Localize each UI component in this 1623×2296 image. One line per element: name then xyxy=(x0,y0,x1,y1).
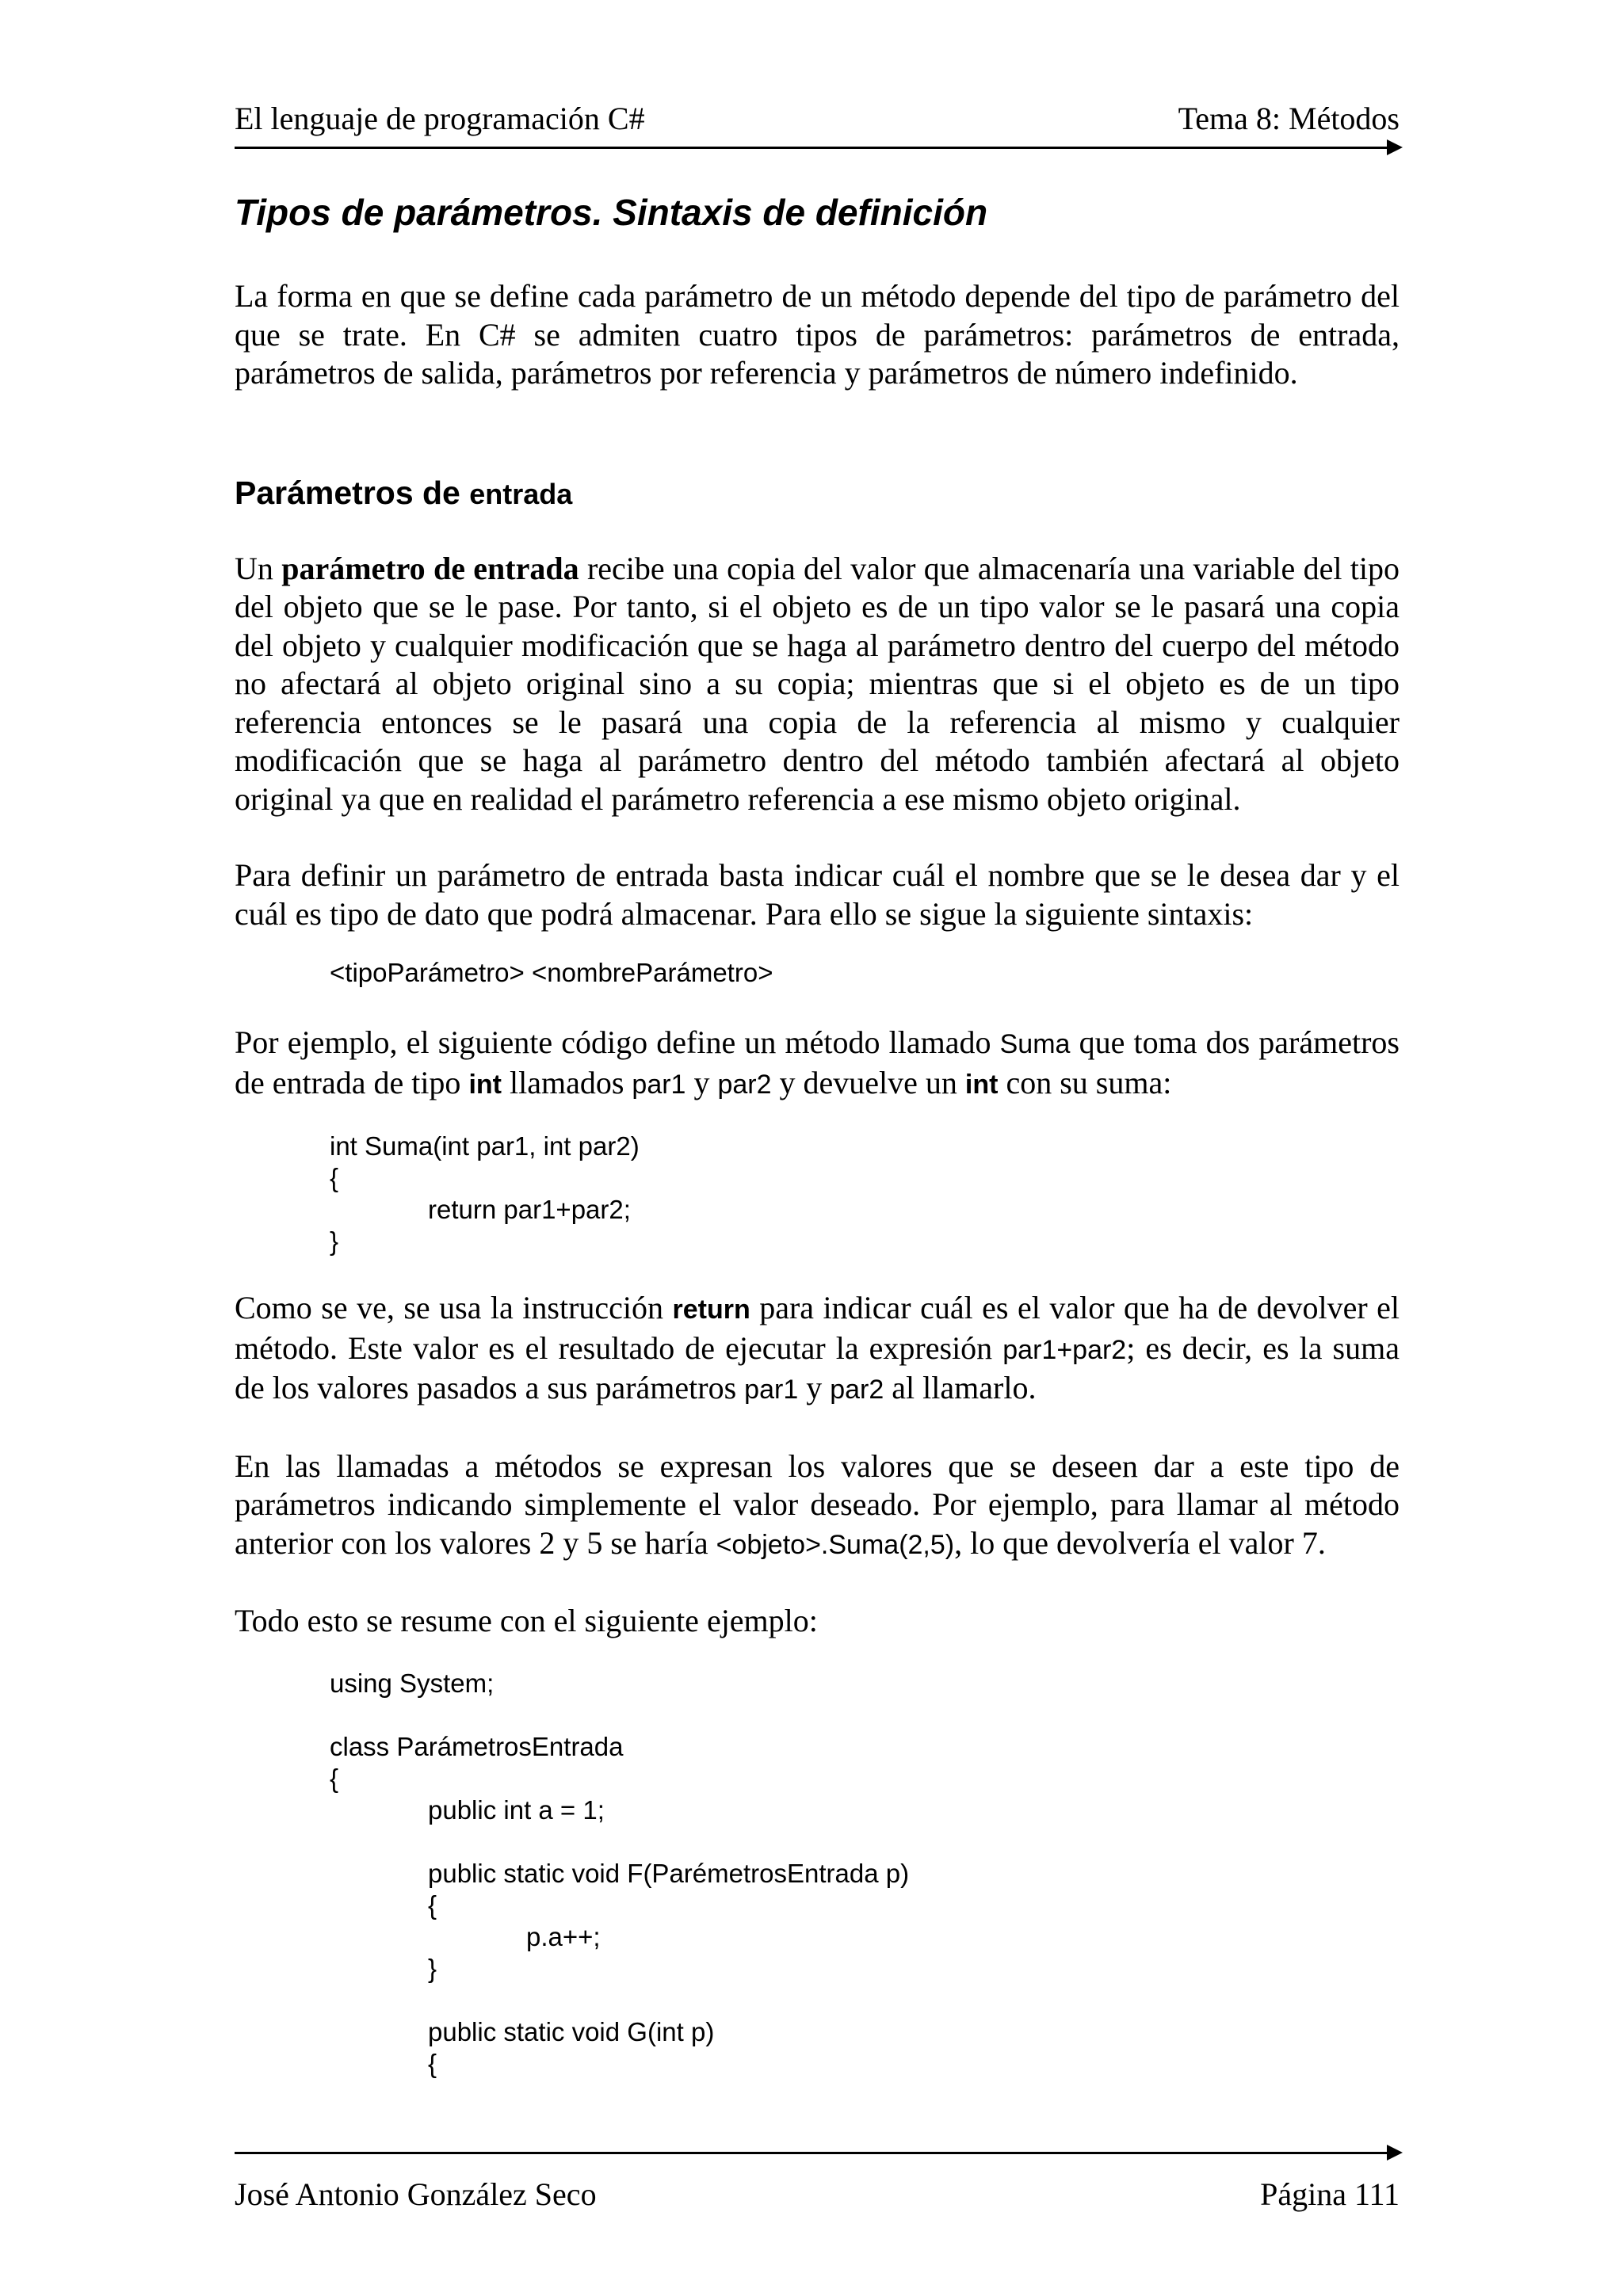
p1-bold-term: parámetro de entrada xyxy=(281,550,579,586)
code-blank xyxy=(330,1826,1400,1858)
code-line: p.a++; xyxy=(526,1921,601,1951)
p4-text-b: para indicar cuál es el valor que ha de devolver el método. Este valor es el resultado de ejecutar la expresión xyxy=(235,1290,1400,1366)
p3-code-par2: par2 xyxy=(717,1069,772,1100)
code-line: public static void G(int p) xyxy=(428,2016,715,2046)
footer-page-number: Página 111 xyxy=(1260,2176,1400,2212)
paragraph-input-parameter xyxy=(235,550,1400,819)
footer-arrow-rule xyxy=(235,2152,1388,2154)
paragraph-example xyxy=(235,1024,1400,1104)
p5-text-a: En las llamadas a métodos se expresan los valores que se deseen dar a este tipo de parámetros indicando simplemente el valor deseado. Por ejemplo, para llamar al método anterior con los valores 2 y 5 se haría xyxy=(235,1447,1400,1561)
code-line: { xyxy=(428,2048,437,2078)
page-title: Tipos de parámetros. Sintaxis de definición xyxy=(235,192,988,233)
footer-author: José Antonio González Seco xyxy=(235,2176,597,2212)
p3-code-suma: Suma xyxy=(999,1029,1071,1059)
code-line: { xyxy=(428,1890,437,1920)
header-book-title: El lenguaje de programación C# xyxy=(235,101,645,136)
code-block-suma xyxy=(330,1131,1400,1257)
p4-code-par2: par2 xyxy=(830,1375,884,1405)
syntax-line: <tipoParámetro> <nombreParámetro> xyxy=(330,958,773,987)
code-line: } xyxy=(428,1953,437,1983)
p3-text-a: Por ejemplo, el siguiente código define un método llamado xyxy=(235,1024,1000,1060)
syntax-block xyxy=(330,957,1400,989)
paragraph-return xyxy=(235,1289,1400,1409)
section-heading-main: Parámetros de xyxy=(235,474,470,511)
p3-code-par1: par1 xyxy=(632,1069,686,1100)
p4-text-e: al llamarlo. xyxy=(884,1370,1037,1405)
code-line: } xyxy=(330,1226,339,1256)
header-arrow-rule xyxy=(235,147,1388,149)
p1-text-a: Un xyxy=(235,550,282,586)
code-line: public int a = 1; xyxy=(428,1794,605,1825)
paragraph-definition: Para definir un parámetro de entrada basta indicar cuál el nombre que se le desea dar y el cuál es tipo de dato que podrá almacenar. Para ello se sigue la siguiente sintaxis: xyxy=(235,857,1400,932)
p3-code-int-2: int xyxy=(964,1069,999,1100)
code-line: return par1+par2; xyxy=(428,1195,631,1224)
page-content xyxy=(235,189,1400,2118)
paragraph-summary: Todo esto se resume con el siguiente ejemplo: xyxy=(235,1603,818,1638)
code-line: { xyxy=(330,1763,339,1793)
p3-code-int: int xyxy=(468,1069,502,1100)
p4-text-d: y xyxy=(798,1370,831,1405)
p5-code-call: <objeto>.Suma(2,5) xyxy=(716,1529,955,1560)
header-chapter: Tema 8: Métodos xyxy=(1178,101,1400,136)
p1-text-b: recibe una copia del valor que almacenaría una variable del tipo del objeto que se le pase. Por tanto, si el objeto es de un tipo valor se le pasará una copia del objeto y cualquier modificación que se haga al parámetro dentro del cuerpo del método no afectará al objeto original sino a su copia; mientras que si el objeto es de un tipo referencia entonces se le pasará una copia de la referencia al mismo y cualquier modificación que se haga al parámetro dentro del método también afectará al objeto original ya que en realidad el parámetro referencia a ese mismo objeto original. xyxy=(235,550,1400,817)
section-heading-small: entrada xyxy=(469,477,573,510)
p3-text-e: y devuelve un xyxy=(771,1064,965,1100)
code-line: int Suma(int par1, int par2) xyxy=(330,1131,640,1161)
p3-text-b: que toma dos parámetros de entrada de tipo xyxy=(235,1024,1400,1100)
code-line: { xyxy=(330,1163,339,1192)
p4-text-a: Como se ve, se usa la instrucción xyxy=(235,1290,673,1325)
intro-paragraph: La forma en que se define cada parámetro de un método depende del tipo de parámetro del que se trate. En C# se admiten cuatro tipos de parámetros: parámetros de entrada, parámetros de salida, parámetros por referencia y parámetros de número indefinido. xyxy=(235,278,1400,391)
code-line: class ParámetrosEntrada xyxy=(330,1731,624,1761)
code-blank xyxy=(330,1699,1400,1731)
code-block-example xyxy=(330,1668,1400,2080)
paragraph-calls xyxy=(235,1447,1400,1565)
p4-code-expr: par1+par2 xyxy=(1002,1334,1127,1365)
p3-text-c: llamados xyxy=(501,1064,632,1100)
p4-text-c: ; es decir, es la suma de los valores pasados a sus parámetros xyxy=(235,1329,1400,1405)
code-blank xyxy=(330,1985,1400,2016)
p3-text-d: y xyxy=(685,1064,718,1100)
p4-code-par1: par1 xyxy=(744,1375,799,1405)
p3-text-f: con su suma: xyxy=(998,1064,1172,1100)
p5-text-b: , lo que devolvería el valor 7. xyxy=(954,1524,1326,1561)
p4-code-return: return xyxy=(672,1295,750,1325)
section-heading xyxy=(235,472,1400,515)
code-line: public static void F(ParémetrosEntrada p) xyxy=(428,1858,910,1888)
code-line: using System; xyxy=(330,1668,495,1698)
